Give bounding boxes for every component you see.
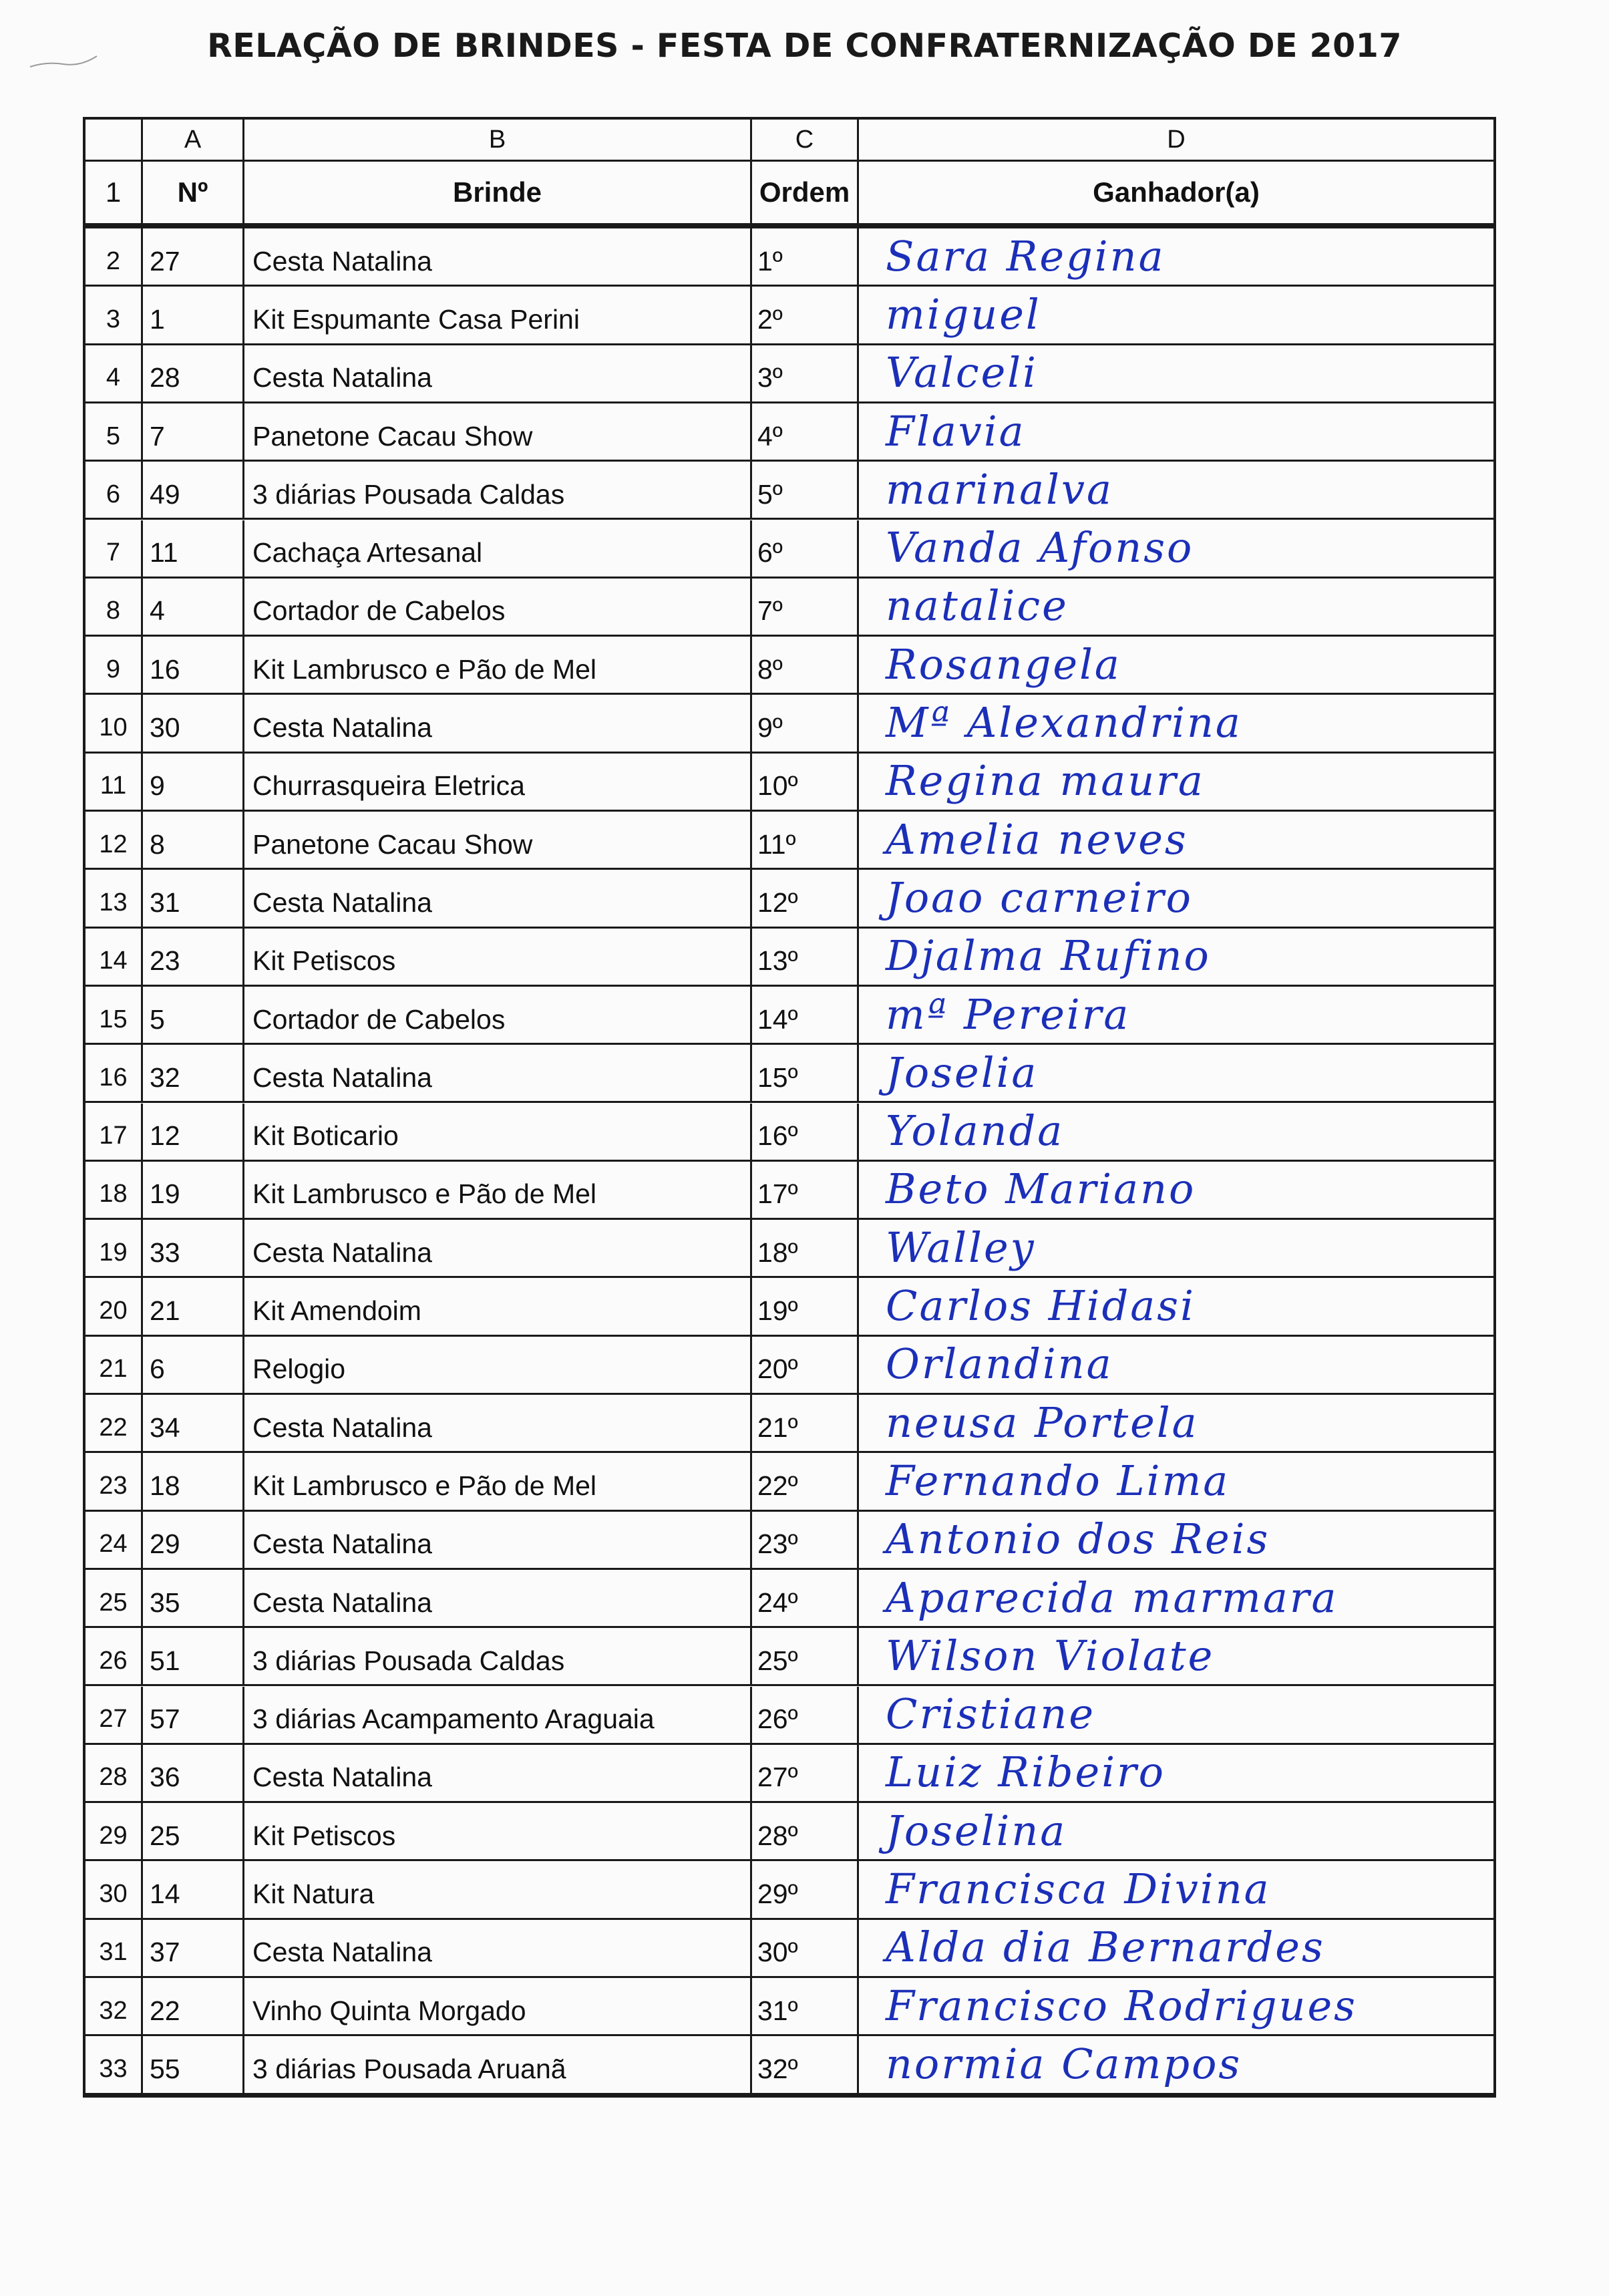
table-row (85, 579, 1493, 637)
column-letter-c: C (752, 120, 859, 160)
row-number-cell: 19 (85, 1220, 143, 1276)
winner-handwritten-name: Luiz Ribeiro (886, 1748, 1166, 1797)
winner-cell (859, 1395, 1493, 1451)
row-number-cell: 21 (85, 1337, 143, 1393)
prize-number-cell: 27 (143, 228, 244, 285)
table-row (85, 1162, 1493, 1220)
row-number-cell: 28 (85, 1745, 143, 1801)
prize-name-cell: Cesta Natalina (244, 1570, 752, 1626)
winner-handwritten-name: Joao carneiro (886, 872, 1193, 922)
order-cell: 12º (752, 870, 859, 926)
winner-cell (859, 754, 1493, 810)
row-number-cell: 6 (85, 462, 143, 518)
table-row (85, 1920, 1493, 1978)
winner-cell (859, 695, 1493, 751)
table-row (85, 228, 1493, 287)
order-cell: 24º (752, 1570, 859, 1626)
winner-handwritten-name: Francisca Divina (886, 1864, 1271, 1914)
winner-cell (859, 2036, 1493, 2092)
order-cell: 19º (752, 1278, 859, 1334)
order-cell: 13º (752, 929, 859, 985)
winner-handwritten-name: miguel (886, 289, 1041, 339)
row-number-cell: 29 (85, 1803, 143, 1859)
order-cell: 16º (752, 1104, 859, 1160)
winner-cell (859, 987, 1493, 1043)
table-row (85, 1278, 1493, 1336)
row-number-cell: 4 (85, 345, 143, 401)
winner-handwritten-name: Joselina (886, 1806, 1067, 1855)
winner-cell (859, 345, 1493, 401)
column-letter-a: A (143, 120, 244, 160)
prize-name-cell: Churrasqueira Eletrica (244, 754, 752, 810)
prize-name-cell: Kit Lambrusco e Pão de Mel (244, 1162, 752, 1218)
prize-number-cell: 1 (143, 287, 244, 343)
prize-number-cell: 25 (143, 1803, 244, 1859)
prize-name-cell: Cesta Natalina (244, 1220, 752, 1276)
prize-number-cell: 55 (143, 2036, 244, 2092)
winner-cell (859, 287, 1493, 343)
row-number-cell: 30 (85, 1861, 143, 1917)
winner-cell (859, 1920, 1493, 1976)
table-row (85, 2036, 1493, 2094)
winner-handwritten-name: Flavia (886, 406, 1026, 456)
prize-number-cell: 30 (143, 695, 244, 751)
prize-number-cell: 19 (143, 1162, 244, 1218)
table-row (85, 1453, 1493, 1511)
winner-cell (859, 1337, 1493, 1393)
winner-cell (859, 1278, 1493, 1334)
prize-name-cell: Cesta Natalina (244, 870, 752, 926)
row-number-cell: 11 (85, 754, 143, 810)
winner-cell (859, 1045, 1493, 1101)
row-number-cell: 25 (85, 1570, 143, 1626)
order-cell: 7º (752, 579, 859, 635)
prize-number-cell: 22 (143, 1978, 244, 2034)
prize-name-cell: Kit Petiscos (244, 1803, 752, 1859)
table-row (85, 287, 1493, 345)
table-row (85, 1570, 1493, 1628)
winner-handwritten-name: Wilson Violate (886, 1631, 1215, 1680)
document-title: RELAÇÃO DE BRINDES - FESTA DE CONFRATERNIZAÇÃO DE 2017 (207, 27, 1402, 65)
winner-cell (859, 1861, 1493, 1917)
order-cell: 18º (752, 1220, 859, 1276)
row-number-cell: 13 (85, 870, 143, 926)
prize-name-cell: Relogio (244, 1337, 752, 1393)
winner-handwritten-name: Valceli (886, 348, 1038, 397)
prize-name-cell: 3 diárias Pousada Aruanã (244, 2036, 752, 2092)
order-cell: 10º (752, 754, 859, 810)
prize-number-cell: 36 (143, 1745, 244, 1801)
prize-number-cell: 28 (143, 345, 244, 401)
winner-handwritten-name: Francisco Rodrigues (886, 1981, 1357, 2030)
winner-handwritten-name: Carlos Hidasi (886, 1281, 1196, 1331)
prize-name-cell: 3 diárias Acampamento Araguaia (244, 1687, 752, 1743)
prize-name-cell: Panetone Cacau Show (244, 812, 752, 868)
prize-name-cell: Cesta Natalina (244, 1745, 752, 1801)
winner-handwritten-name: Rosangela (886, 639, 1121, 689)
row-number-cell: 7 (85, 520, 143, 577)
prize-number-cell: 49 (143, 462, 244, 518)
prize-name-cell: Cesta Natalina (244, 228, 752, 285)
winner-handwritten-name: Walley (886, 1222, 1036, 1272)
winner-cell (859, 1628, 1493, 1684)
order-cell: 3º (752, 345, 859, 401)
header-numero: Nº (143, 162, 244, 223)
order-cell: 21º (752, 1395, 859, 1451)
winner-cell (859, 812, 1493, 868)
row-number-cell: 18 (85, 1162, 143, 1218)
prize-number-cell: 7 (143, 403, 244, 460)
order-cell: 1º (752, 228, 859, 285)
prize-number-cell: 32 (143, 1045, 244, 1101)
table-row (85, 754, 1493, 812)
row-number-cell: 24 (85, 1512, 143, 1568)
column-letter-row (85, 120, 1493, 162)
winner-handwritten-name: Aparecida marmara (886, 1573, 1338, 1622)
winner-handwritten-name: Cristiane (886, 1689, 1096, 1739)
winner-cell (859, 1453, 1493, 1509)
row-number-cell: 27 (85, 1687, 143, 1743)
table-row (85, 812, 1493, 870)
order-cell: 22º (752, 1453, 859, 1509)
row-number-cell: 3 (85, 287, 143, 343)
prize-name-cell: Cachaça Artesanal (244, 520, 752, 577)
row-number-cell: 12 (85, 812, 143, 868)
row-number-cell: 9 (85, 637, 143, 693)
prize-number-cell: 33 (143, 1220, 244, 1276)
prize-number-cell: 23 (143, 929, 244, 985)
table-row (85, 1337, 1493, 1395)
row-number-cell: 31 (85, 1920, 143, 1976)
winner-cell (859, 520, 1493, 577)
winner-handwritten-name: neusa Portela (886, 1398, 1199, 1447)
prize-number-cell: 14 (143, 1861, 244, 1917)
winner-handwritten-name: Fernando Lima (886, 1456, 1230, 1505)
winner-cell (859, 403, 1493, 460)
header-ganhador: Ganhador(a) (1093, 176, 1260, 208)
table-row (85, 1803, 1493, 1861)
winner-handwritten-name: Joselia (886, 1047, 1039, 1097)
winner-cell (859, 929, 1493, 985)
prize-name-cell: 3 diárias Pousada Caldas (244, 462, 752, 518)
corner-cell (85, 120, 143, 160)
winner-cell (859, 1745, 1493, 1801)
row-number-cell: 22 (85, 1395, 143, 1451)
prize-name-cell: Kit Espumante Casa Perini (244, 287, 752, 343)
prize-name-cell: Kit Natura (244, 1861, 752, 1917)
prize-number-cell: 5 (143, 987, 244, 1043)
order-cell: 29º (752, 1861, 859, 1917)
prize-name-cell: Kit Amendoim (244, 1278, 752, 1334)
column-letter-d: D (1167, 125, 1186, 154)
row-number-cell: 26 (85, 1628, 143, 1684)
prize-name-cell: Cesta Natalina (244, 1395, 752, 1451)
table-row (85, 1628, 1493, 1686)
winner-cell (859, 228, 1493, 285)
prize-number-cell: 6 (143, 1337, 244, 1393)
order-cell: 26º (752, 1687, 859, 1743)
winner-cell (859, 637, 1493, 693)
prize-number-cell: 11 (143, 520, 244, 577)
header-brinde: Brinde (244, 162, 752, 223)
row-number-cell: 23 (85, 1453, 143, 1509)
prize-name-cell: Cesta Natalina (244, 1512, 752, 1568)
table-row (85, 462, 1493, 520)
winner-handwritten-name: mª Pereira (886, 989, 1131, 1039)
table-row (85, 403, 1493, 462)
prize-number-cell: 4 (143, 579, 244, 635)
prize-number-cell: 12 (143, 1104, 244, 1160)
winner-handwritten-name: Orlandina (886, 1339, 1113, 1389)
row-number-cell: 17 (85, 1104, 143, 1160)
table-row (85, 1861, 1493, 1919)
prize-name-cell: Cortador de Cabelos (244, 987, 752, 1043)
table-row (85, 1978, 1493, 2036)
header-ordem: Ordem (752, 162, 859, 223)
prize-number-cell: 57 (143, 1687, 244, 1743)
winner-handwritten-name: Antonio dos Reis (886, 1514, 1270, 1564)
row-number-cell: 14 (85, 929, 143, 985)
winner-cell (859, 1104, 1493, 1160)
prize-name-cell: Cesta Natalina (244, 1920, 752, 1976)
table-row (85, 870, 1493, 928)
winner-cell (859, 1512, 1493, 1568)
table-row (85, 520, 1493, 579)
prize-number-cell: 9 (143, 754, 244, 810)
prize-number-cell: 34 (143, 1395, 244, 1451)
prize-number-cell: 16 (143, 637, 244, 693)
header-row (85, 162, 1493, 228)
row-number-cell: 16 (85, 1045, 143, 1101)
order-cell: 15º (752, 1045, 859, 1101)
prize-number-cell: 35 (143, 1570, 244, 1626)
prize-name-cell: Kit Lambrusco e Pão de Mel (244, 1453, 752, 1509)
winner-handwritten-name: Regina maura (886, 756, 1205, 806)
order-cell: 27º (752, 1745, 859, 1801)
order-cell: 9º (752, 695, 859, 751)
order-cell: 17º (752, 1162, 859, 1218)
row-number-cell: 8 (85, 579, 143, 635)
prize-name-cell: Cesta Natalina (244, 345, 752, 401)
order-cell: 2º (752, 287, 859, 343)
row-number-cell: 5 (85, 403, 143, 460)
table-row (85, 1045, 1493, 1103)
order-cell: 11º (752, 812, 859, 868)
prize-name-cell: Kit Boticario (244, 1104, 752, 1160)
table-row (85, 695, 1493, 753)
winner-handwritten-name: normia Campos (886, 2039, 1242, 2088)
row-number-cell: 33 (85, 2036, 143, 2092)
row-number-cell: 15 (85, 987, 143, 1043)
prize-name-cell: Cortador de Cabelos (244, 579, 752, 635)
winner-cell (859, 1978, 1493, 2034)
prize-name-cell: Cesta Natalina (244, 1045, 752, 1101)
table-row (85, 1745, 1493, 1803)
order-cell: 8º (752, 637, 859, 693)
winner-handwritten-name: Sara Regina (886, 231, 1166, 281)
winner-cell (859, 579, 1493, 635)
table-row (85, 929, 1493, 987)
winner-handwritten-name: Alda dia Bernardes (886, 1923, 1325, 1972)
winner-cell (859, 1687, 1493, 1743)
prize-name-cell: Vinho Quinta Morgado (244, 1978, 752, 2034)
table-row (85, 1512, 1493, 1570)
winner-handwritten-name: Mª Alexandrina (886, 698, 1242, 748)
prize-name-cell: Kit Petiscos (244, 929, 752, 985)
prize-name-cell: Kit Lambrusco e Pão de Mel (244, 637, 752, 693)
winner-cell (859, 870, 1493, 926)
order-cell: 28º (752, 1803, 859, 1859)
prize-name-cell: 3 diárias Pousada Caldas (244, 1628, 752, 1684)
table-row (85, 345, 1493, 403)
winner-handwritten-name: natalice (886, 581, 1069, 631)
column-letter-b: B (244, 120, 752, 160)
table-row (85, 1687, 1493, 1745)
winner-handwritten-name: Yolanda (886, 1106, 1065, 1156)
table-row (85, 1104, 1493, 1162)
order-cell: 25º (752, 1628, 859, 1684)
winner-cell (859, 1570, 1493, 1626)
row-number-cell: 2 (85, 228, 143, 285)
table-row (85, 987, 1493, 1045)
order-cell: 30º (752, 1920, 859, 1976)
prize-number-cell: 21 (143, 1278, 244, 1334)
order-cell: 31º (752, 1978, 859, 2034)
winner-handwritten-name: Vanda Afonso (886, 523, 1194, 572)
prize-table (83, 117, 1496, 2098)
prize-name-cell: Panetone Cacau Show (244, 403, 752, 460)
winner-handwritten-name: Amelia neves (886, 814, 1188, 864)
table-row (85, 637, 1493, 695)
header-row-number: 1 (85, 162, 143, 223)
order-cell: 4º (752, 403, 859, 460)
prize-number-cell: 51 (143, 1628, 244, 1684)
prize-name-cell: Cesta Natalina (244, 695, 752, 751)
prize-number-cell: 31 (143, 870, 244, 926)
prize-number-cell: 18 (143, 1453, 244, 1509)
winner-handwritten-name: marinalva (886, 464, 1113, 514)
winner-handwritten-name: Beto Mariano (886, 1164, 1196, 1214)
order-cell: 32º (752, 2036, 859, 2092)
order-cell: 5º (752, 462, 859, 518)
winner-handwritten-name: Djalma Rufino (886, 931, 1211, 981)
winner-cell (859, 462, 1493, 518)
table-row (85, 1395, 1493, 1453)
row-number-cell: 20 (85, 1278, 143, 1334)
row-number-cell: 10 (85, 695, 143, 751)
prize-number-cell: 8 (143, 812, 244, 868)
order-cell: 14º (752, 987, 859, 1043)
row-number-cell: 32 (85, 1978, 143, 2034)
order-cell: 23º (752, 1512, 859, 1568)
order-cell: 20º (752, 1337, 859, 1393)
order-cell: 6º (752, 520, 859, 577)
winner-cell (859, 1803, 1493, 1859)
winner-cell (859, 1162, 1493, 1218)
prize-number-cell: 37 (143, 1920, 244, 1976)
prize-number-cell: 29 (143, 1512, 244, 1568)
table-row (85, 1220, 1493, 1278)
winner-cell (859, 1220, 1493, 1276)
